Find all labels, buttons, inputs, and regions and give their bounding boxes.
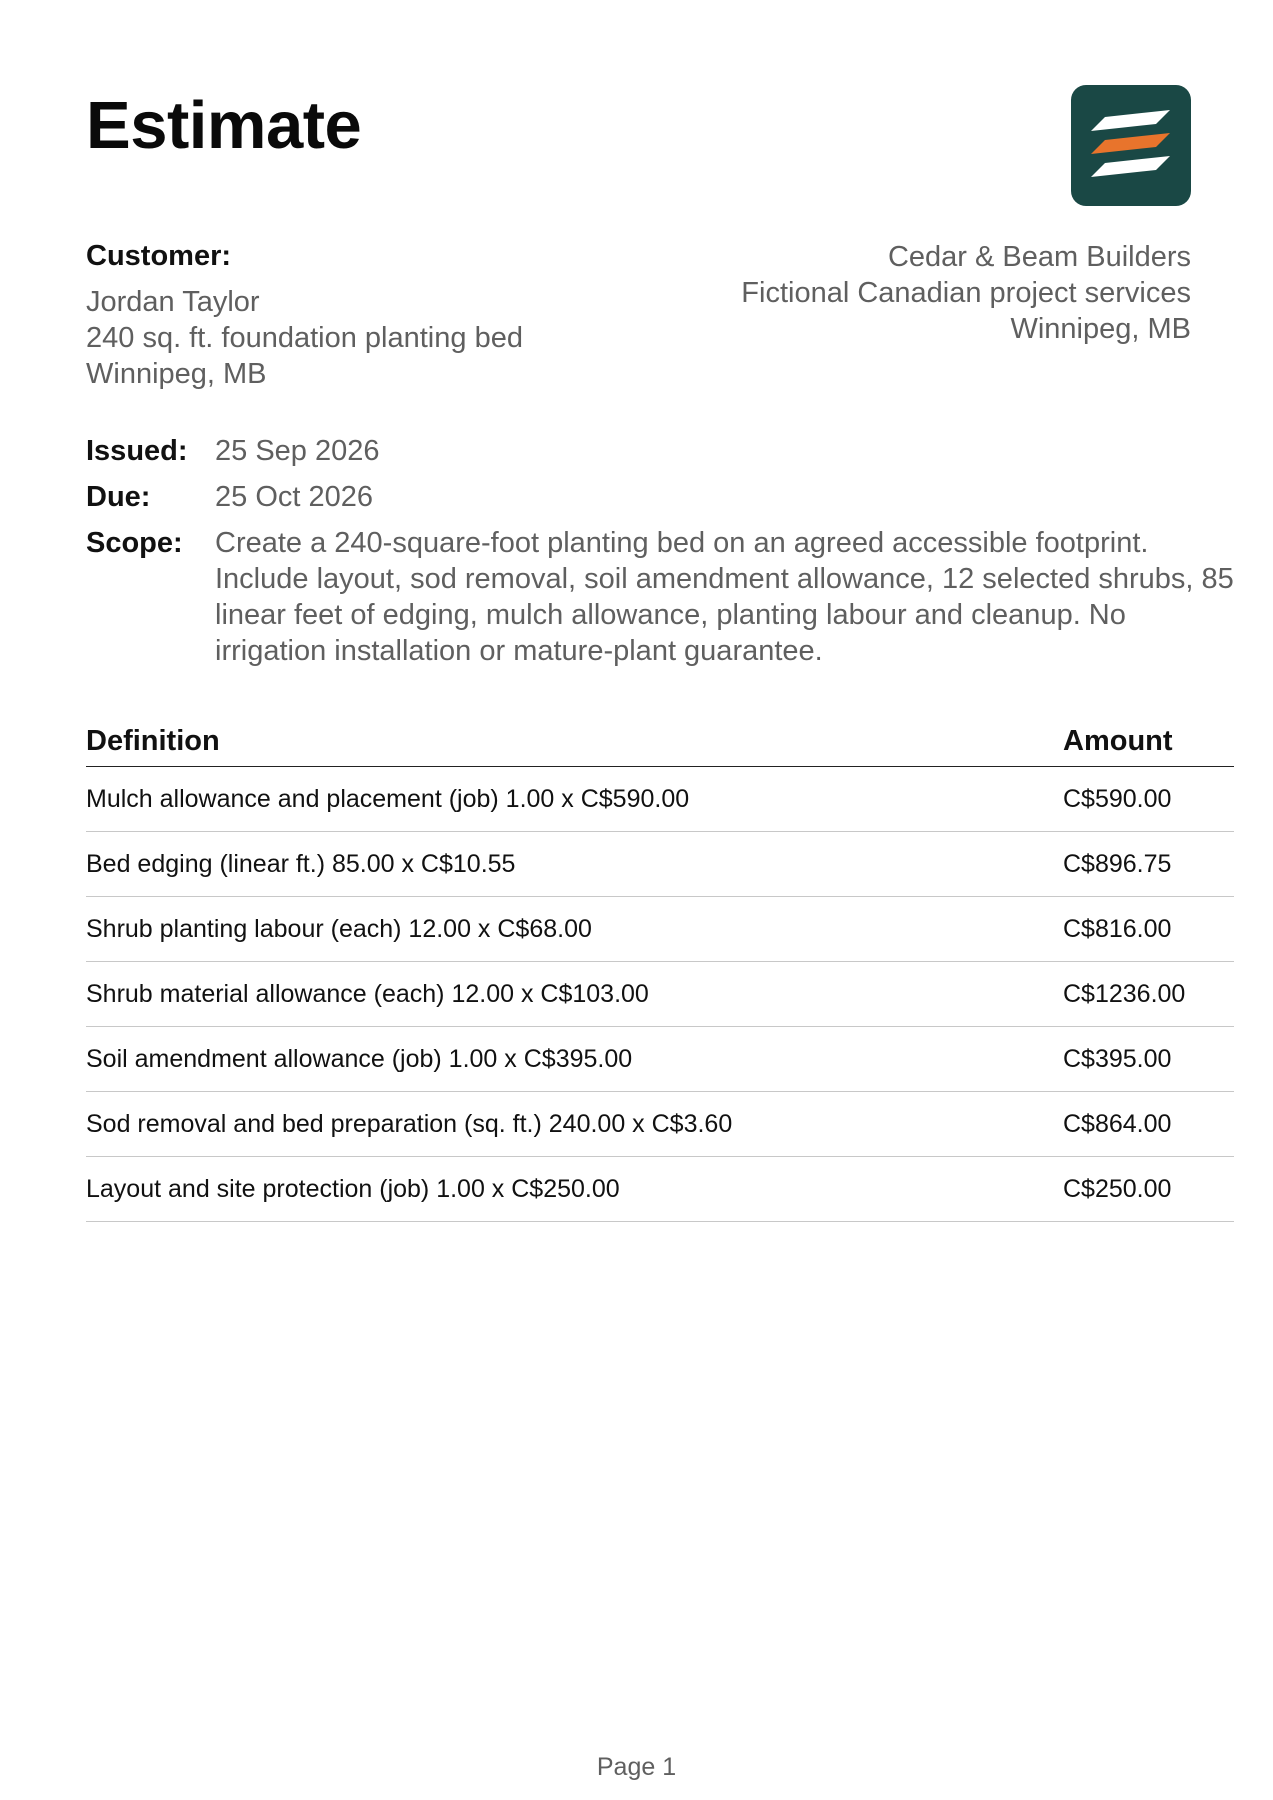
scope-text: Create a 240-square-foot planting bed on an agreed accessible footprint. Include layout, sod removal, soil amendment allowance, 12 selected shrubs, 85 linear feet of edging, mulch allowance, planting labour and cleanup. No irrigation installation or mature-plant guarantee. [215, 527, 1234, 667]
customer-block [86, 284, 523, 392]
table-row [86, 897, 1234, 962]
logo-graphic [1071, 85, 1191, 206]
scope-label: Scope: [86, 527, 183, 559]
customer-name: Jordan Taylor [86, 286, 260, 318]
row-amount: C$896.75 [1063, 849, 1172, 878]
row-amount: C$816.00 [1063, 914, 1172, 943]
company-tagline: Fictional Canadian project services [741, 277, 1191, 309]
estimate-meta [86, 433, 1236, 679]
row-definition: Bed edging (linear ft.) 85.00 x C$10.55 [86, 849, 516, 878]
issued-row [86, 433, 1236, 469]
row-definition: Sod removal and bed preparation (sq. ft.) 240.00 x C$3.60 [86, 1109, 733, 1138]
row-amount: C$395.00 [1063, 1044, 1172, 1073]
company-block [741, 239, 1191, 347]
page-number: Page 1 [596, 1753, 677, 1781]
row-amount: C$250.00 [1063, 1174, 1172, 1203]
row-definition: Mulch allowance and placement (job) 1.00 x C$590.00 [86, 784, 690, 813]
due-date: 25 Oct 2026 [215, 481, 373, 513]
issued-label: Issued: [86, 435, 188, 467]
table-row [86, 1027, 1234, 1092]
customer-project: 240 sq. ft. foundation planting bed [86, 322, 523, 354]
issued-date: 25 Sep 2026 [215, 435, 380, 467]
due-row [86, 479, 1236, 515]
scope-row [86, 525, 1236, 669]
customer-label: Customer: [86, 240, 232, 272]
row-definition: Shrub material allowance (each) 12.00 x C$103.00 [86, 979, 649, 1008]
definition-header: Definition [86, 725, 220, 757]
row-definition: Layout and site protection (job) 1.00 x C$250.00 [86, 1174, 620, 1203]
row-definition: Soil amendment allowance (job) 1.00 x C$395.00 [86, 1044, 633, 1073]
table-header [86, 720, 1234, 767]
row-amount: C$864.00 [1063, 1109, 1172, 1138]
customer-location: Winnipeg, MB [86, 358, 267, 390]
amount-header: Amount [1063, 725, 1173, 757]
company-name: Cedar & Beam Builders [887, 241, 1191, 273]
company-location: Winnipeg, MB [1010, 313, 1191, 345]
row-amount: C$590.00 [1063, 784, 1172, 813]
table-row [86, 832, 1234, 897]
table-row [86, 962, 1234, 1027]
table-row [86, 767, 1234, 832]
stacked-layers-logo-icon [1071, 85, 1191, 206]
line-items-table [86, 720, 1234, 1222]
document-title: Estimate [86, 88, 362, 163]
due-label: Due: [86, 481, 151, 513]
row-definition: Shrub planting labour (each) 12.00 x C$68.00 [86, 914, 592, 943]
table-row [86, 1092, 1234, 1157]
table-row [86, 1157, 1234, 1222]
row-amount: C$1236.00 [1063, 979, 1186, 1008]
